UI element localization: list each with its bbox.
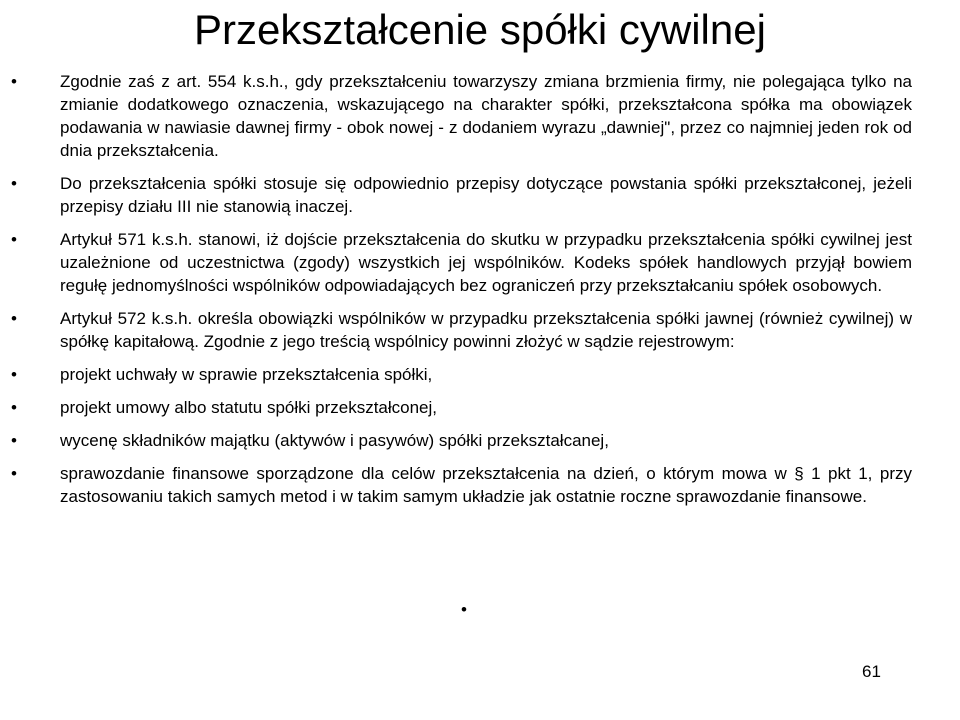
bullet-item <box>11 307 912 353</box>
bullet-item <box>11 70 912 162</box>
empty-bullet: • <box>461 600 467 619</box>
bullet-text: Do przekształcenia spółki stosuje się odpowiednio przepisy dotyczące powstania spółki przekształconej, jeżeli przepisy działu III nie stanowią inaczej. <box>60 174 912 216</box>
bullet-text: Zgodnie zaś z art. 554 k.s.h., gdy przekształceniu towarzyszy zmiana brzmienia firmy, nie polegająca tylko na zmianie dodatkowego oznaczenia, wskazującego na charakter spółki, przekształcona spółka ma obowiązek podawania w nawiasie dawnej firmy - obok nowej - z dodaniem wyrazu „dawniej", przez co najmniej jeden rok od dnia przekształcenia. <box>60 72 912 160</box>
bullet-dot: • <box>11 398 17 417</box>
bullet-dot: • <box>11 431 17 450</box>
bullet-text: wycenę składników majątku (aktywów i pasywów) spółki przekształcanej, <box>60 431 609 450</box>
bullet-dot: • <box>11 464 17 483</box>
bullet-text: projekt uchwały w sprawie przekształcenia spółki, <box>60 365 433 384</box>
bullet-item <box>11 172 912 218</box>
bullet-item <box>11 396 912 419</box>
bullet-list <box>11 70 912 518</box>
bullet-text: projekt umowy albo statutu spółki przekształconej, <box>60 398 438 417</box>
bullet-text: Artykuł 572 k.s.h. określa obowiązki wspólników w przypadku przekształcenia spółki jawnej (również cywilnej) w spółkę kapitałową. Zgodnie z jego treścią wspólnicy powinni złożyć w sądzie rejestrowym: <box>60 309 912 351</box>
slide-title: Przekształcenie spółki cywilnej <box>194 6 766 53</box>
bullet-dot: • <box>11 174 17 193</box>
bullet-text: sprawozdanie finansowe sporządzone dla celów przekształcenia na dzień, o którym mowa w § 1 pkt 1, przy zastosowaniu takich samych metod i w takim samym układzie jak ostatnie roczne sprawozdanie finansowe. <box>60 464 912 506</box>
bullet-item <box>11 429 912 452</box>
bullet-text: Artykuł 571 k.s.h. stanowi, iż dojście przekształcenia do skutku w przypadku przekształcenia spółki cywilnej jest uzależnione od uczestnictwa (zgody) wszystkich jej wspólników. Kodeks spółek handlowych przyjął bowiem regułę jednomyślności wspólników odpowiadających bez ograniczeń przy przekształcaniu spółek osobowych. <box>60 230 912 295</box>
bullet-item <box>11 363 912 386</box>
bullet-dot: • <box>11 309 17 328</box>
bullet-item <box>11 462 912 508</box>
bullet-dot: • <box>11 72 17 91</box>
bullet-item <box>11 228 912 297</box>
bullet-dot: • <box>11 230 17 249</box>
page-number: 61 <box>862 662 881 681</box>
bullet-dot: • <box>11 365 17 384</box>
